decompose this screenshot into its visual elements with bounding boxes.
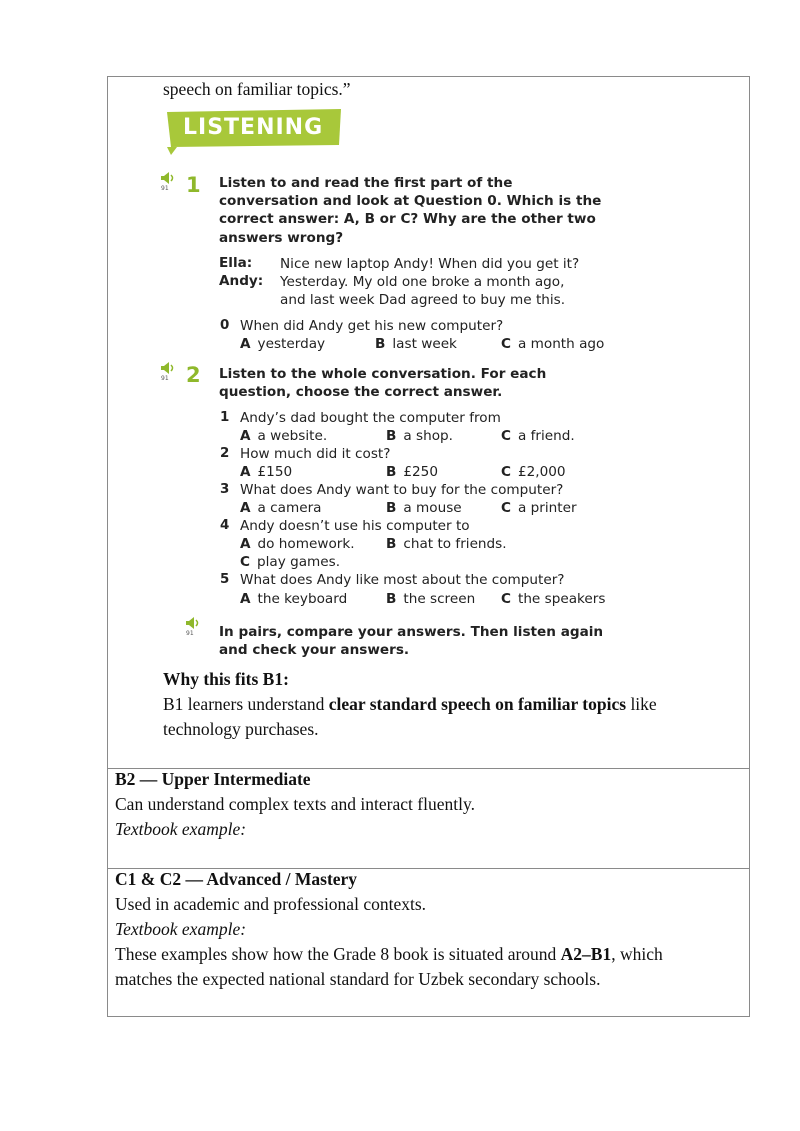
option-letter: A xyxy=(240,536,251,552)
option-text: a website. xyxy=(257,428,328,444)
option-letter: A xyxy=(240,591,251,607)
item-number: 3 xyxy=(220,482,230,497)
item-question: Andy’s dad bought the computer from xyxy=(240,410,501,426)
option-letter: A xyxy=(240,464,251,480)
instruction-line: answers wrong? xyxy=(219,229,344,246)
item-question: What does Andy want to buy for the computer? xyxy=(240,482,564,498)
option-text: the speakers xyxy=(517,591,606,607)
b1-cell xyxy=(108,77,749,769)
option-text: play games. xyxy=(256,554,341,570)
track-number: 91 xyxy=(186,630,194,637)
speaker-name: Ella: xyxy=(219,255,253,271)
option-text: £2,000 xyxy=(517,464,566,480)
option-letter: B xyxy=(386,500,397,516)
item-number: 5 xyxy=(220,572,230,587)
why-emphasis: clear standard speech on familiar topics xyxy=(328,694,627,714)
option-a[interactable] xyxy=(240,336,325,352)
dialogue-line: Nice new laptop Andy! When did you get it? xyxy=(280,256,580,272)
option-text: a printer xyxy=(517,500,577,516)
option-letter: C xyxy=(240,554,250,570)
option-text: the screen xyxy=(403,591,476,607)
option-text: last week xyxy=(392,336,457,352)
question-2-instructions xyxy=(219,365,639,401)
instruction-line: and check your answers. xyxy=(219,642,410,659)
instruction-line: In pairs, compare your answers. Then listen again xyxy=(219,624,604,640)
why-text: like xyxy=(626,694,657,714)
instruction-line: question, choose the correct answer. xyxy=(219,384,503,401)
c-cell xyxy=(108,868,749,1016)
instruction-line: Listen to the whole conversation. For each xyxy=(219,366,547,382)
audio-track-1[interactable] xyxy=(161,172,181,194)
audio-track-2[interactable] xyxy=(161,362,181,384)
option-b[interactable] xyxy=(386,428,453,444)
option-text: a shop. xyxy=(403,428,453,444)
b2-example-label: Textbook example: xyxy=(115,819,247,839)
question-1-instructions xyxy=(219,174,639,247)
option-text: a mouse xyxy=(403,500,462,516)
option-letter: A xyxy=(240,500,251,516)
question-3-instructions xyxy=(219,623,639,659)
b2-heading: B2 — Upper Intermediate xyxy=(115,769,311,789)
option-text: a month ago xyxy=(517,336,605,352)
speaker-icon xyxy=(186,617,200,629)
item-question: What does Andy like most about the computer? xyxy=(240,572,565,588)
b2-description: Can understand complex texts and interact fluently. xyxy=(115,794,475,814)
textbook-excerpt xyxy=(158,107,628,667)
item-question: When did Andy get his new computer? xyxy=(240,318,504,334)
c-summary-line2: matches the expected national standard for Uzbek secondary schools. xyxy=(115,969,601,989)
cefr-table xyxy=(107,76,750,1017)
question-number: 2 xyxy=(186,363,201,387)
question-number: 1 xyxy=(186,173,201,197)
option-letter: B xyxy=(386,536,397,552)
option-b[interactable] xyxy=(386,536,507,552)
option-c[interactable] xyxy=(240,554,340,570)
option-letter: B xyxy=(386,428,397,444)
speaker-icon xyxy=(161,362,175,374)
lead-text: speech on familiar topics.” xyxy=(163,79,351,99)
why-explanation-line2: technology purchases. xyxy=(163,719,319,739)
option-letter: C xyxy=(501,336,511,352)
option-text: yesterday xyxy=(257,336,326,352)
option-c[interactable] xyxy=(501,500,577,516)
option-letter: C xyxy=(501,464,511,480)
audio-track-3[interactable] xyxy=(186,617,206,639)
option-c[interactable] xyxy=(501,428,575,444)
option-a[interactable] xyxy=(240,536,355,552)
speaker-name: Andy: xyxy=(219,273,264,289)
item-question: How much did it cost? xyxy=(240,446,391,462)
why-explanation xyxy=(163,692,657,717)
option-letter: B xyxy=(375,336,386,352)
option-text: do homework. xyxy=(257,536,355,552)
summary-text: , which xyxy=(611,944,663,964)
listening-banner-text: LISTENING xyxy=(183,115,324,140)
item-number: 4 xyxy=(220,518,230,533)
dialogue-text: Yesterday. My old one broke a month ago, xyxy=(280,274,565,290)
instruction-line: Listen to and read the first part of the xyxy=(219,175,513,191)
option-text: a camera xyxy=(257,500,322,516)
c-heading: C1 & C2 — Advanced / Mastery xyxy=(115,869,358,889)
item-number: 0 xyxy=(220,318,230,333)
summary-emphasis: A2–B1 xyxy=(560,944,612,964)
why-heading: Why this fits B1: xyxy=(163,669,289,689)
why-text: B1 learners understand xyxy=(163,694,329,714)
instruction-line: correct answer: A, B or C? Why are the other two xyxy=(219,211,596,228)
dialogue-text: and last week Dad agreed to buy me this. xyxy=(280,292,566,309)
option-letter: C xyxy=(501,591,511,607)
option-b[interactable] xyxy=(386,500,462,516)
option-b[interactable] xyxy=(386,464,438,480)
option-text: a friend. xyxy=(517,428,575,444)
option-text: the keyboard xyxy=(257,591,348,607)
c-example-label: Textbook example: xyxy=(115,919,247,939)
option-letter: A xyxy=(240,336,251,352)
option-text: £150 xyxy=(257,464,293,480)
instruction-line: conversation and look at Question 0. Which is the xyxy=(219,193,602,210)
item-question: Andy doesn’t use his computer to xyxy=(240,518,470,534)
option-text: chat to friends. xyxy=(403,536,507,552)
option-letter: C xyxy=(501,500,511,516)
option-letter: B xyxy=(386,591,397,607)
item-number: 2 xyxy=(220,446,230,461)
option-letter: A xyxy=(240,428,251,444)
option-a[interactable] xyxy=(240,500,322,516)
option-text: £250 xyxy=(403,464,438,480)
summary-text: These examples show how the Grade 8 book is situated around xyxy=(115,944,561,964)
track-number: 91 xyxy=(161,185,169,192)
item-number: 1 xyxy=(220,410,230,425)
track-number: 91 xyxy=(161,375,169,382)
option-b[interactable] xyxy=(386,591,475,607)
c-summary xyxy=(115,942,663,967)
b2-cell xyxy=(108,768,749,869)
option-b[interactable] xyxy=(375,336,457,352)
c-description: Used in academic and professional contexts. xyxy=(115,894,427,914)
option-c[interactable] xyxy=(501,591,605,607)
option-a[interactable] xyxy=(240,591,347,607)
option-letter: C xyxy=(501,428,511,444)
option-a[interactable] xyxy=(240,428,327,444)
option-c[interactable] xyxy=(501,464,566,480)
speaker-icon xyxy=(161,172,175,184)
option-letter: B xyxy=(386,464,397,480)
option-a[interactable] xyxy=(240,464,292,480)
option-c[interactable] xyxy=(501,336,604,352)
dialogue-line xyxy=(280,273,630,309)
